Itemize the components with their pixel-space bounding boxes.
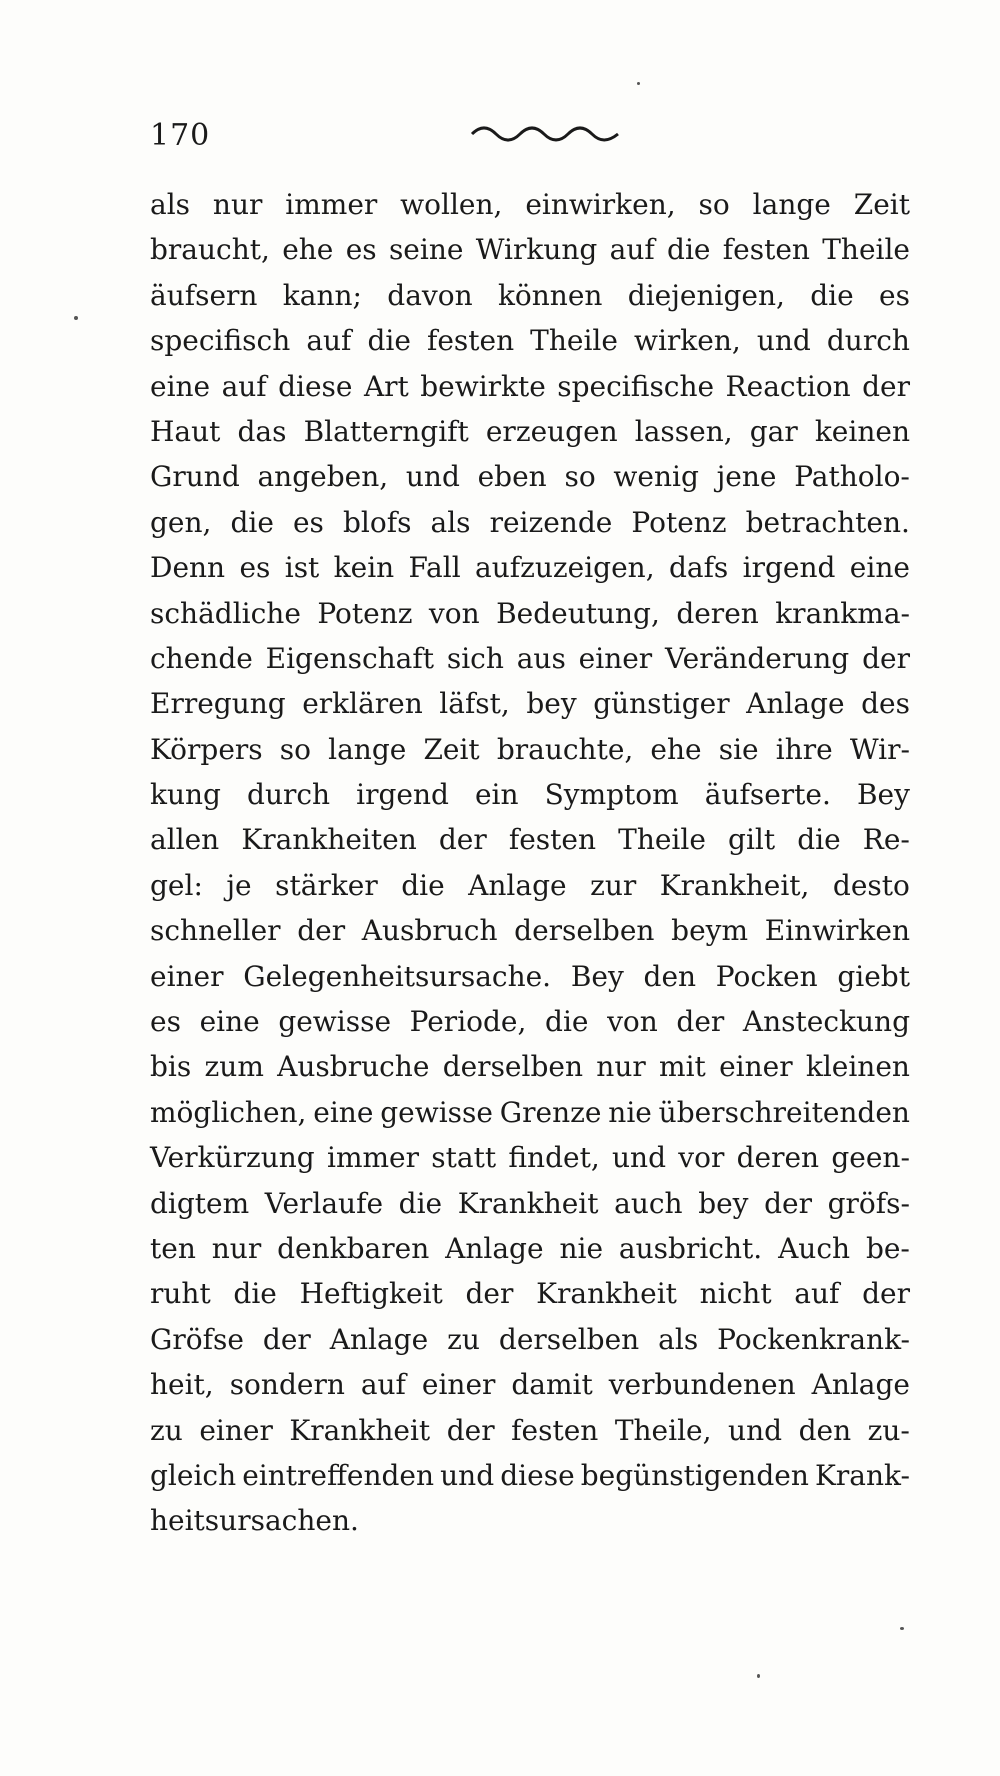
word: äufserte. xyxy=(704,778,831,812)
word: der xyxy=(438,823,487,857)
word: nie xyxy=(608,1095,652,1129)
word: eine xyxy=(150,369,211,403)
text-line xyxy=(150,954,910,999)
word: ruht xyxy=(150,1277,211,1311)
text-line xyxy=(150,545,910,590)
text-line xyxy=(150,1226,910,1271)
word: Periode, xyxy=(409,1005,527,1039)
text-line xyxy=(150,727,910,772)
word: zu xyxy=(150,1413,183,1447)
word: des xyxy=(861,687,910,721)
word: heit, xyxy=(150,1368,214,1402)
word: Potenz xyxy=(317,596,413,630)
word: von xyxy=(428,596,480,630)
word: bewirkte xyxy=(420,369,546,403)
word: der xyxy=(862,641,910,675)
word: es xyxy=(345,233,377,267)
word: eintreffenden xyxy=(242,1458,435,1492)
word: Zeit xyxy=(853,188,910,221)
text-line xyxy=(150,1362,910,1407)
word: bey xyxy=(526,687,577,721)
text-line xyxy=(150,273,910,318)
word: eine xyxy=(849,551,910,585)
word: Symptom xyxy=(544,778,679,812)
word: kung xyxy=(150,778,221,812)
word: angeben, xyxy=(257,460,389,494)
word: Bedeutung, xyxy=(496,596,660,630)
word: beym xyxy=(671,914,749,948)
word: der xyxy=(676,1005,725,1039)
word: Wir- xyxy=(849,732,910,766)
word: einer xyxy=(150,959,224,993)
word: Anlage xyxy=(811,1368,910,1402)
word: digtem xyxy=(150,1186,250,1220)
word: specifische xyxy=(557,369,715,403)
word: seine xyxy=(388,233,464,267)
word: der xyxy=(297,914,346,948)
word: kleinen xyxy=(805,1050,910,1084)
word: wenig xyxy=(613,460,699,494)
word: Eigenschaft xyxy=(265,641,434,675)
word: Erregung xyxy=(150,687,286,721)
word: dafs xyxy=(668,551,729,585)
word: den xyxy=(798,1413,852,1447)
word: zu- xyxy=(867,1413,910,1447)
word: ein xyxy=(474,778,519,812)
word: festen xyxy=(508,823,597,857)
word: Anlage xyxy=(445,1231,544,1265)
word: die xyxy=(233,1277,277,1311)
print-speck xyxy=(757,1674,760,1678)
word: diese xyxy=(500,1458,575,1492)
word: Bey xyxy=(570,959,624,993)
text-line xyxy=(150,182,910,227)
word: Krankheit xyxy=(536,1277,677,1311)
word: Bey xyxy=(856,778,910,812)
word: Reaction xyxy=(725,369,851,403)
word: bis xyxy=(150,1050,192,1084)
text-line xyxy=(150,454,910,499)
wavy-rule-ornament-icon xyxy=(470,124,620,142)
word: die xyxy=(667,233,711,267)
text-line xyxy=(150,1044,910,1089)
word: als xyxy=(658,1322,699,1356)
word: und xyxy=(728,1413,783,1447)
word: Theile xyxy=(618,823,706,857)
word: eine xyxy=(313,1095,374,1129)
word: der xyxy=(862,1277,910,1311)
word: Pocken xyxy=(715,959,818,993)
word: einwirken, xyxy=(525,188,676,221)
word: festen xyxy=(722,233,810,267)
word: Blatterngift xyxy=(303,414,469,448)
word: die xyxy=(797,823,841,857)
word: die xyxy=(398,1186,443,1220)
word: deren xyxy=(676,596,759,630)
word: Krankheit, xyxy=(659,868,810,902)
word: möglichen, xyxy=(150,1095,307,1129)
page-number: 170 xyxy=(150,118,211,153)
word: Theile xyxy=(530,324,618,358)
word: Potenz xyxy=(631,505,727,539)
word: be- xyxy=(865,1231,910,1265)
word: mit xyxy=(659,1050,706,1084)
word: diese xyxy=(278,369,353,403)
text-line xyxy=(150,772,910,817)
word: auch xyxy=(614,1186,683,1220)
text-line xyxy=(150,681,910,726)
word: diejenigen, xyxy=(627,278,785,312)
text-line xyxy=(150,1090,910,1135)
word: wollen, xyxy=(400,188,503,221)
word: Gröfse xyxy=(150,1322,244,1356)
word: sondern xyxy=(229,1368,345,1402)
word: zu xyxy=(447,1322,480,1356)
word: als xyxy=(430,505,471,539)
word: als xyxy=(150,188,191,221)
word: der xyxy=(764,1186,812,1220)
word: einer xyxy=(421,1368,496,1402)
word: deren xyxy=(736,1141,820,1175)
word: findet, xyxy=(508,1141,600,1175)
word: geen- xyxy=(831,1141,910,1175)
word: Ausbruche xyxy=(277,1050,430,1084)
word: und xyxy=(440,1458,495,1492)
word: eben xyxy=(477,460,547,494)
word: Theile xyxy=(822,233,910,267)
word: derselben xyxy=(442,1050,583,1084)
word: gewisse xyxy=(278,1005,392,1039)
word: auf xyxy=(306,324,352,358)
word: betrachten. xyxy=(745,505,910,539)
word: überschreitenden xyxy=(658,1095,910,1129)
word: schneller xyxy=(150,914,281,948)
word: gleich xyxy=(150,1458,237,1492)
word: immer xyxy=(285,188,378,221)
word: günstiger xyxy=(593,687,730,721)
word: chende xyxy=(150,641,253,675)
word: und xyxy=(756,324,811,358)
word: einer xyxy=(199,1413,273,1447)
text-line xyxy=(150,1135,910,1180)
text-line xyxy=(150,409,910,454)
text-line xyxy=(150,999,910,1044)
word: Krankheit xyxy=(457,1186,599,1220)
word: so xyxy=(279,732,312,766)
word: irgend xyxy=(742,551,836,585)
word: die xyxy=(810,278,854,312)
word: auf xyxy=(609,233,655,267)
word: derselben xyxy=(498,1322,640,1356)
word: irgend xyxy=(356,778,449,812)
word: der xyxy=(465,1277,514,1311)
text-line xyxy=(150,817,910,862)
word: erklären xyxy=(302,687,423,721)
text-line xyxy=(150,1317,910,1362)
word: derselben xyxy=(514,914,655,948)
word: wirken, xyxy=(633,324,741,358)
word: gewisse xyxy=(380,1095,493,1129)
word: krankma- xyxy=(775,596,910,630)
word: auf xyxy=(221,369,267,403)
word: Zeit xyxy=(423,732,480,766)
word: Haut xyxy=(150,414,221,448)
word: auf xyxy=(360,1368,406,1402)
word: gen, xyxy=(150,505,212,539)
text-line xyxy=(150,1453,910,1498)
word: Verkürzung xyxy=(150,1141,315,1175)
word: nie xyxy=(559,1231,604,1265)
word: die xyxy=(401,868,445,902)
word: Pockenkrank- xyxy=(717,1322,910,1356)
word: Patholo- xyxy=(794,460,910,494)
word: der xyxy=(446,1413,495,1447)
text-line xyxy=(150,364,910,409)
word: Denn xyxy=(150,551,226,585)
word: einer xyxy=(578,641,653,675)
word: blofs xyxy=(342,505,412,539)
word: Grund xyxy=(150,460,240,494)
word: die xyxy=(545,1005,589,1039)
text-line xyxy=(150,863,910,908)
word: lange xyxy=(328,732,407,766)
text-line xyxy=(150,500,910,545)
word: äufsern xyxy=(150,278,258,312)
word: jene xyxy=(716,460,777,494)
word: denkbaren xyxy=(277,1231,430,1265)
text-line xyxy=(150,227,910,272)
text-line xyxy=(150,591,910,636)
word: gröfs- xyxy=(827,1186,910,1220)
word: Krank- xyxy=(814,1458,910,1492)
word: kann; xyxy=(282,278,362,312)
word: Anlage xyxy=(468,868,567,902)
word: reizende xyxy=(489,505,613,539)
word: so xyxy=(564,460,596,494)
word: das xyxy=(237,414,287,448)
word: specifisch xyxy=(150,324,291,358)
print-speck xyxy=(900,1627,904,1630)
word: den xyxy=(643,959,697,993)
word: lassen, xyxy=(634,414,733,448)
word: erzeugen xyxy=(485,414,618,448)
word: Anlage xyxy=(746,687,845,721)
word: so xyxy=(698,188,730,221)
word: eine xyxy=(199,1005,260,1039)
word: nur xyxy=(596,1050,646,1084)
text-line xyxy=(150,318,910,363)
word: nur xyxy=(212,188,263,221)
word: lange xyxy=(752,188,831,221)
word: ist xyxy=(284,551,320,585)
word: davon xyxy=(387,278,473,312)
word: festen xyxy=(426,324,515,358)
word: Verlaufe xyxy=(264,1186,384,1220)
body-text xyxy=(150,182,910,1544)
word: giebt xyxy=(837,959,910,993)
word: ihre xyxy=(775,732,833,766)
word: durch xyxy=(826,324,910,358)
word: brauchte, xyxy=(496,732,634,766)
text-line: heitsursachen. xyxy=(150,1504,359,1538)
text-line xyxy=(150,1181,910,1226)
word: sie xyxy=(718,732,759,766)
word: zum xyxy=(204,1050,264,1084)
word: einer xyxy=(719,1050,793,1084)
word: ehe xyxy=(282,233,334,267)
word: aus xyxy=(516,641,566,675)
word: vor xyxy=(678,1141,725,1175)
word: der xyxy=(262,1322,311,1356)
text-line xyxy=(150,908,910,953)
word: gilt xyxy=(728,823,776,857)
word: läfst, xyxy=(439,687,510,721)
word: keinen xyxy=(814,414,910,448)
word: es xyxy=(239,551,271,585)
word: Gelegenheitsursache. xyxy=(243,959,552,993)
word: Theile, xyxy=(614,1413,712,1447)
word: es xyxy=(150,1005,181,1039)
word: Krankheit xyxy=(289,1413,431,1447)
word: Art xyxy=(363,369,409,403)
word: ausbricht. xyxy=(618,1231,763,1265)
text-line xyxy=(150,1271,910,1316)
word: ehe xyxy=(650,732,702,766)
word: Anlage xyxy=(329,1322,429,1356)
word: durch xyxy=(247,778,331,812)
word: nur xyxy=(211,1231,262,1265)
word: begünstigenden xyxy=(580,1458,809,1492)
word: die xyxy=(367,324,411,358)
word: die xyxy=(230,505,274,539)
word: Körpers xyxy=(150,732,263,766)
print-speck xyxy=(637,82,640,85)
word: desto xyxy=(832,868,910,902)
text-line xyxy=(150,1408,910,1453)
word: gar xyxy=(749,414,798,448)
text-line xyxy=(150,636,910,681)
word: sich xyxy=(446,641,504,675)
word: und xyxy=(612,1141,666,1175)
word: Ansteckung xyxy=(742,1005,910,1039)
word: immer xyxy=(327,1141,420,1175)
word: braucht, xyxy=(150,233,270,267)
word: Wirkung xyxy=(475,233,598,267)
word: Heftigkeit xyxy=(299,1277,443,1311)
word: Grenze xyxy=(499,1095,602,1129)
word: Veränderung xyxy=(665,641,850,675)
word: stärker xyxy=(275,868,378,902)
word: nicht xyxy=(699,1277,772,1311)
word: festen xyxy=(511,1413,599,1447)
word: zur xyxy=(590,868,637,902)
word: allen xyxy=(150,823,220,857)
word: Fall xyxy=(408,551,461,585)
word: aufzuzeigen, xyxy=(475,551,655,585)
word: von xyxy=(607,1005,658,1039)
word: und xyxy=(405,460,460,494)
word: damit xyxy=(511,1368,593,1402)
word: Ausbruch xyxy=(361,914,498,948)
word: bey xyxy=(698,1186,749,1220)
word: verbundenen xyxy=(608,1368,796,1402)
word: Krankheiten xyxy=(241,823,417,857)
word: es xyxy=(292,505,324,539)
word: schädliche xyxy=(150,596,301,630)
word: können xyxy=(497,278,603,312)
word: gel: xyxy=(150,868,203,902)
word: es xyxy=(879,278,910,312)
word: je xyxy=(226,868,252,902)
word: Auch xyxy=(778,1231,851,1265)
word: auf xyxy=(794,1277,840,1311)
word: statt xyxy=(431,1141,497,1175)
word: Re- xyxy=(862,823,910,857)
word: Einwirken xyxy=(764,914,910,948)
word: der xyxy=(862,369,910,403)
print-speck xyxy=(74,316,78,320)
word: ten xyxy=(150,1231,196,1265)
word: kein xyxy=(333,551,395,585)
